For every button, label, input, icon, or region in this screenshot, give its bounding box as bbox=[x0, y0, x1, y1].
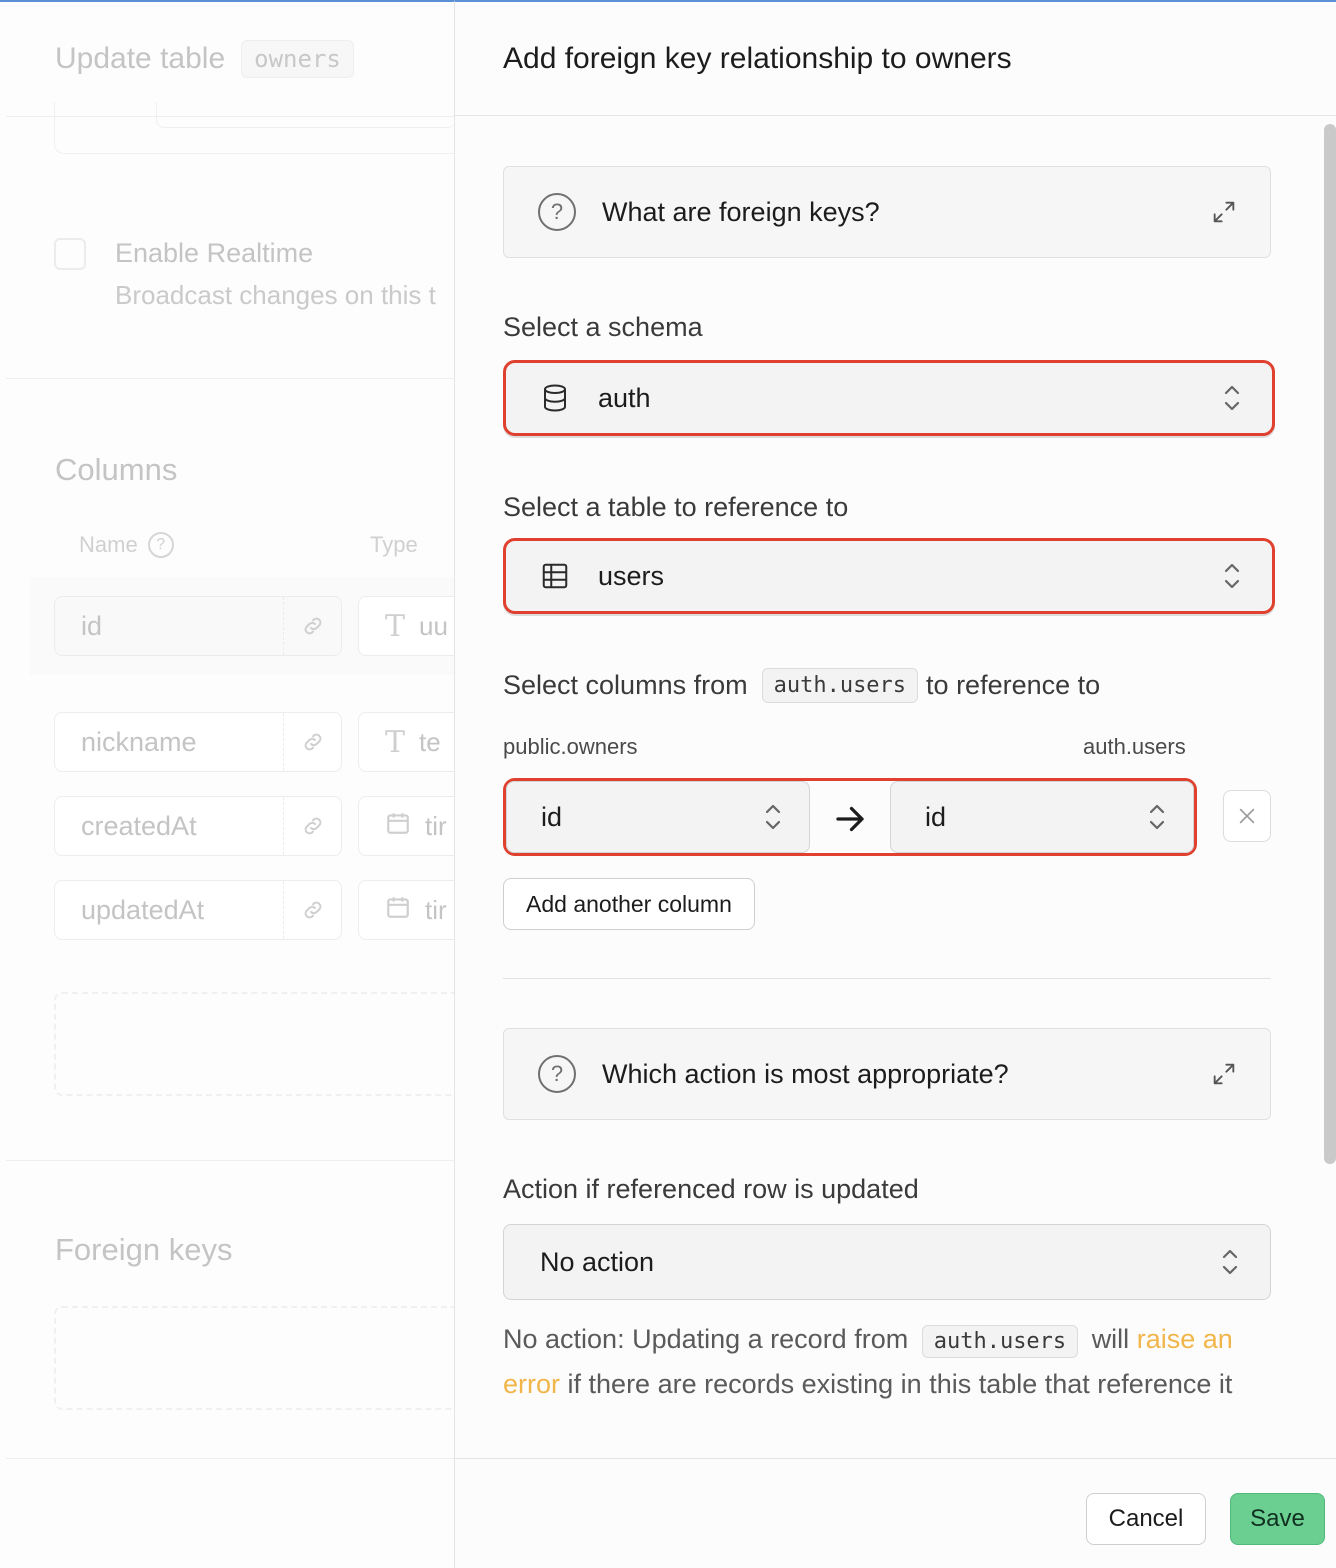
chevron-up-down-icon bbox=[1222, 560, 1242, 592]
divider bbox=[503, 978, 1271, 979]
link-icon[interactable] bbox=[283, 713, 341, 771]
action-info-text: Which action is most appropriate? bbox=[602, 1058, 1009, 1089]
add-column-dropzone[interactable] bbox=[54, 992, 454, 1096]
chevron-up-down-icon bbox=[1222, 382, 1242, 414]
action-description-table-chip: auth.users bbox=[922, 1325, 1078, 1358]
column-type-select[interactable] bbox=[358, 596, 454, 656]
close-icon bbox=[1236, 805, 1258, 827]
divider bbox=[6, 1458, 454, 1459]
column-name-value: createdAt bbox=[81, 810, 197, 841]
description-inner bbox=[156, 102, 454, 128]
source-column-value: id bbox=[541, 801, 563, 832]
column-header-type-text: Type bbox=[370, 532, 418, 557]
table-value: users bbox=[598, 560, 665, 591]
expand-icon bbox=[1210, 198, 1238, 226]
foreign-keys-title: Foreign keys bbox=[55, 1232, 233, 1267]
target-column-value: id bbox=[925, 801, 947, 832]
link-icon[interactable] bbox=[283, 881, 341, 939]
update-action-select[interactable] bbox=[503, 1224, 1271, 1300]
arrow-right-icon bbox=[832, 801, 868, 837]
table-icon bbox=[540, 561, 570, 591]
table-name-chip: owners bbox=[241, 40, 354, 78]
update-table-title-text: Update table bbox=[55, 42, 226, 75]
chevron-up-down-icon bbox=[1220, 1246, 1240, 1278]
foreign-keys-dropzone[interactable] bbox=[54, 1306, 454, 1410]
update-action-value: No action bbox=[540, 1246, 655, 1277]
table-label: Select a table to reference to bbox=[503, 492, 849, 522]
action-description-mid: will bbox=[1091, 1324, 1130, 1354]
add-another-column-button[interactable]: Add another column bbox=[503, 878, 755, 930]
column-header-name-text: Name bbox=[79, 532, 138, 557]
cancel-button[interactable]: Cancel bbox=[1086, 1493, 1206, 1545]
columns-label bbox=[503, 668, 1100, 703]
action-description-suffix: if there are records existing in this table that reference it bbox=[567, 1369, 1233, 1399]
column-type-value: tir bbox=[425, 810, 447, 841]
schema-value: auth bbox=[598, 382, 651, 413]
action-description bbox=[503, 1318, 1263, 1405]
text-type-icon: T bbox=[385, 608, 406, 644]
realtime-label: Enable Realtime bbox=[115, 238, 314, 268]
columns-label-prefix: Select columns from bbox=[503, 670, 748, 700]
column-name-input[interactable] bbox=[54, 880, 342, 940]
action-description-prefix: No action: Updating a record from bbox=[503, 1324, 909, 1354]
columns-label-suffix: to reference to bbox=[926, 670, 1101, 700]
column-mapping-row bbox=[503, 778, 1197, 856]
panel-title: Add foreign key relationship to owners bbox=[503, 42, 1012, 75]
column-name-value: id bbox=[81, 610, 103, 641]
calendar-icon bbox=[385, 894, 411, 927]
table-select[interactable] bbox=[503, 538, 1275, 614]
remove-column-button[interactable] bbox=[1223, 790, 1271, 842]
chevron-up-down-icon bbox=[1147, 801, 1167, 833]
column-type-select[interactable] bbox=[358, 880, 454, 940]
column-type-value: uu bbox=[419, 610, 448, 641]
action-info-accordion[interactable] bbox=[503, 1028, 1271, 1120]
columns-title: Columns bbox=[55, 452, 178, 487]
foreign-keys-info-text: What are foreign keys? bbox=[602, 196, 880, 227]
column-type-value: te bbox=[419, 726, 441, 757]
reference-table-chip: auth.users bbox=[762, 668, 918, 703]
help-circle-icon: ? bbox=[538, 193, 576, 231]
database-icon bbox=[540, 383, 570, 413]
column-name-input[interactable] bbox=[54, 712, 342, 772]
update-action-label: Action if referenced row is updated bbox=[503, 1174, 919, 1204]
chevron-up-down-icon bbox=[763, 801, 783, 833]
update-table-title bbox=[55, 40, 354, 78]
help-icon[interactable]: ? bbox=[148, 532, 174, 558]
column-name-input[interactable] bbox=[54, 796, 342, 856]
update-table-panel bbox=[0, 0, 454, 1568]
column-header-type bbox=[370, 532, 418, 558]
target-column-select[interactable] bbox=[890, 781, 1194, 853]
column-header-name bbox=[79, 532, 174, 558]
panel-header bbox=[455, 2, 1336, 116]
schema-label: Select a schema bbox=[503, 312, 703, 342]
scrollbar[interactable] bbox=[1324, 124, 1336, 1164]
link-icon[interactable] bbox=[283, 597, 341, 655]
save-button[interactable]: Save bbox=[1230, 1493, 1325, 1545]
link-icon[interactable] bbox=[283, 797, 341, 855]
calendar-icon bbox=[385, 810, 411, 843]
column-type-value: tir bbox=[425, 894, 447, 925]
realtime-checkbox[interactable] bbox=[54, 238, 86, 270]
column-type-select[interactable] bbox=[358, 796, 454, 856]
source-table-label: public.owners bbox=[503, 734, 638, 759]
panel-footer bbox=[455, 1458, 1336, 1568]
column-name-value: updatedAt bbox=[81, 894, 205, 925]
column-type-select[interactable] bbox=[358, 712, 454, 772]
column-name-input[interactable] bbox=[54, 596, 342, 656]
target-table-label: auth.users bbox=[1083, 734, 1186, 759]
expand-icon bbox=[1210, 1060, 1238, 1088]
source-column-select[interactable] bbox=[506, 781, 810, 853]
divider bbox=[6, 1160, 454, 1161]
add-foreign-key-panel bbox=[454, 0, 1336, 1568]
divider bbox=[6, 378, 454, 379]
realtime-description: Broadcast changes on this t bbox=[115, 280, 436, 310]
schema-select[interactable] bbox=[503, 360, 1275, 436]
text-type-icon: T bbox=[385, 724, 406, 760]
help-circle-icon: ? bbox=[538, 1055, 576, 1093]
column-name-value: nickname bbox=[81, 726, 197, 757]
foreign-keys-info-accordion[interactable] bbox=[503, 166, 1271, 258]
action-description-warning: raise an error bbox=[503, 1324, 1233, 1399]
